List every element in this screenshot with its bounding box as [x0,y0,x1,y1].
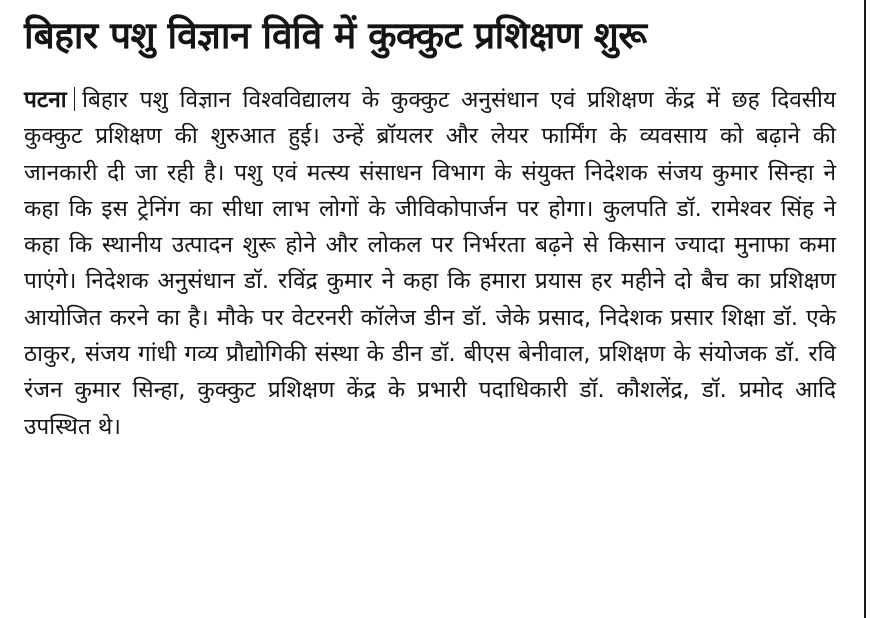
article-dateline: पटना [24,87,67,113]
article-headline: बिहार पशु विज्ञान विवि में कुक्कुट प्रशिक्षण शुरू [24,14,647,57]
article-body [24,82,836,445]
dateline-separator [74,87,76,111]
article-body-text: बिहार पशु विज्ञान विश्वविद्यालय के कुक्कुट अनुसंधान एवं प्रशिक्षण केंद्र में छह दिवसीय कुक्कुट प्रशिक्षण की शुरुआत हुई। उन्हें ब्रॉयलर और लेयर फार्मिंग के व्यवसाय को बढ़ाने की जानकारी दी जा रही है। पशु एवं मत्स्य संसाधन विभाग के संयुक्त निदेशक संजय कुमार सिन्हा ने कहा कि इस ट्रेनिंग का सीधा लाभ लोगों के जीविकोपार्जन पर होगा। कुलपति डॉ. रामेश्वर सिंह ने कहा कि स्थानीय उत्पादन शुरू होने और लोकल पर निर्भरता बढ़ने से किसान ज्यादा मुनाफा कमा पाएंगे। निदेशक अनुसंधान डॉ. रविंद्र कुमार ने कहा कि हमारा प्रयास हर महीने दो बैच का प्रशिक्षण आयोजित करने का है। मौके पर वेटरनरी कॉलेज डीन डॉ. जेके प्रसाद, निदेशक प्रसार शिक्षा डॉ. एके ठाकुर, संजय गांधी गव्य प्रौद्योगिकी संस्था के डीन डॉ. बीएस बेनीवाल, प्रशिक्षण के संयोजक डॉ. रवि रंजन कुमार सिन्हा, कुक्कुट प्रशिक्षण केंद्र के प्रभारी पदाधिकारी डॉ. कौशलेंद्र, डॉ. प्रमोद आदि उपस्थित थे। [24,87,836,440]
column-rule [864,0,866,618]
